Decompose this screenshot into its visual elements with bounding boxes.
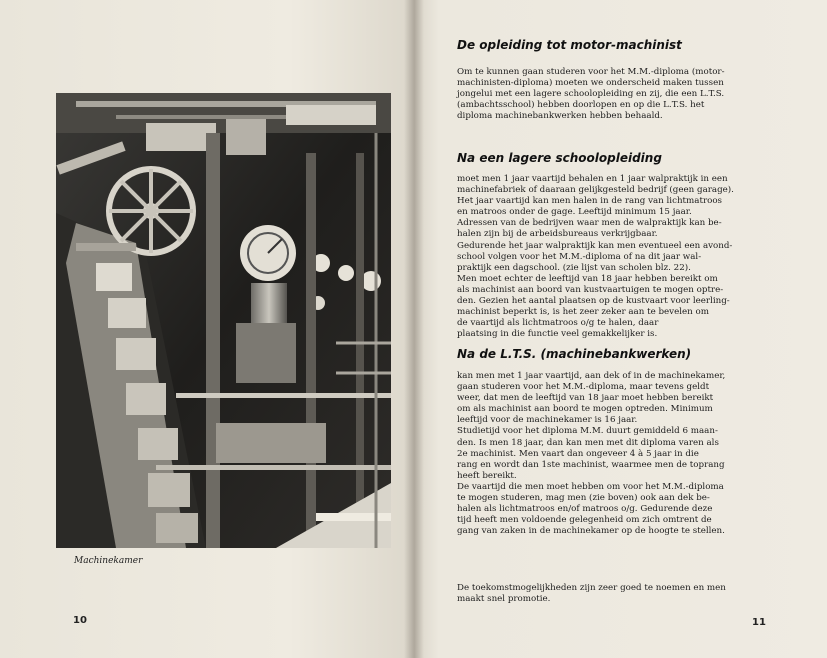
book-gutter <box>404 0 424 658</box>
section1-line: Het jaar vaartijd kan men halen in de rang van lichtmatroos <box>457 196 723 207</box>
intro-line: Om te kunnen gaan studeren voor het M.M.-diploma (motor- <box>457 67 725 77</box>
intro-line: (ambachtsschool) hebben doorlopen en op die L.T.S. het <box>457 100 705 111</box>
section1-line: machinefabriek of daaraan gelijkgesteld bedrijf (geen garage). <box>457 185 734 196</box>
section2-line: De vaartijd die men moet hebben om voor het M.M.-diploma <box>457 481 724 492</box>
closing-line: De toekomstmogelijkheden zijn zeer goed te noemen en men <box>457 583 726 593</box>
engine-room-photo-drawing <box>56 93 391 548</box>
section1-line: halen zijn bij de arbeidsbureaus verkrijgbaar. <box>457 229 658 240</box>
photo-caption: Machinekamer <box>74 556 143 566</box>
section2-line: gang van zaken in de machinekamer op de hoogte te stellen. <box>457 526 725 537</box>
section1-line: den. Gezien het aantal plaatsen op de kustvaart voor leerling- <box>457 296 730 307</box>
section2-line: Studietijd voor het diploma M.M. duurt gemiddeld 6 maan- <box>457 426 718 437</box>
section2-line: te mogen studeren, mag men (zie boven) ook aan dek be- <box>457 493 710 504</box>
section1-line: plaatsing in die functie veel gemakkelijker is. <box>457 329 658 340</box>
section1-line: als machinist aan boord van kustvaartuigen te mogen optre- <box>457 284 724 295</box>
closing-paragraph <box>457 583 767 605</box>
right-page <box>414 0 827 658</box>
section-lagere-school-text <box>457 174 767 340</box>
section2-line: rang en wordt dan 1ste machinist, waarmee men de toprang <box>457 459 725 470</box>
section1-line: moet men 1 jaar vaartijd behalen en 1 jaar walpraktijk in een <box>457 174 728 184</box>
section1-line: en matroos onder de gage. Leeftijd minimum 15 jaar. <box>457 207 692 218</box>
section-heading-lagere-school: Na een lagere schoolopleiding <box>457 151 662 165</box>
section2-line: den. Is men 18 jaar, dan kan men met dit diploma varen als <box>457 437 719 448</box>
section1-line: Adressen van de bedrijven waar men de walpraktijk kan be- <box>457 218 722 229</box>
section2-line: om als machinist aan boord te mogen optreden. Minimum <box>457 404 713 415</box>
section2-line: halen als lichtmatroos en/of matroos o/g. Gedurende deze <box>457 504 713 515</box>
section1-line: school volgen voor het M.M.-diploma of na dit jaar wal- <box>457 251 702 262</box>
intro-paragraph <box>457 67 767 122</box>
chapter-title: De opleiding tot motor-machinist <box>457 38 682 52</box>
intro-line: machinisten-diploma) moeten we onderscheid maken tussen <box>457 78 724 89</box>
closing-line: maakt snel promotie. <box>457 594 551 605</box>
section1-line: Gedurende het jaar walpraktijk kan men eventueel een avond- <box>457 240 733 251</box>
page-number-left: 10 <box>73 615 87 626</box>
section-lts-text <box>457 371 767 537</box>
section1-line: praktijk een dagschool. (zie lijst van scholen blz. 22). <box>457 262 691 273</box>
section1-line: Men moet echter de leeftijd van 18 jaar hebben bereikt om <box>457 273 718 284</box>
section2-line: tijd heeft men voldoende gelegenheid om zich omtrent de <box>457 515 712 526</box>
section-heading-lts: Na de L.T.S. (machinebankwerken) <box>457 347 692 361</box>
section2-line: leeftijd voor de machinekamer is 16 jaar. <box>457 415 638 426</box>
section1-line: machinist beperkt is, is het zeer zeker aan te bevelen om <box>457 307 709 318</box>
section2-line: 2e machinist. Men vaart dan ongeveer 4 à 5 jaar in die <box>457 448 699 459</box>
engine-room-photo <box>56 93 391 548</box>
intro-line: jongelui met een lagere schoolopleiding en zij, die een L.T.S. <box>457 89 725 100</box>
intro-line: diploma machinebankwerken hebben behaald. <box>457 111 663 122</box>
section1-line: de vaartijd als lichtmatroos o/g te halen, daar <box>457 318 659 329</box>
section2-line: kan men met 1 jaar vaartijd, aan dek of in de machinekamer, <box>457 371 726 381</box>
page-number-right: 11 <box>752 617 766 628</box>
section2-line: heeft bereikt. <box>457 470 517 481</box>
section2-line: gaan studeren voor het M.M.-diploma, maar tevens geldt <box>457 382 710 393</box>
section2-line: weer, dat men de leeftijd van 18 jaar moet hebben bereikt <box>457 393 714 404</box>
